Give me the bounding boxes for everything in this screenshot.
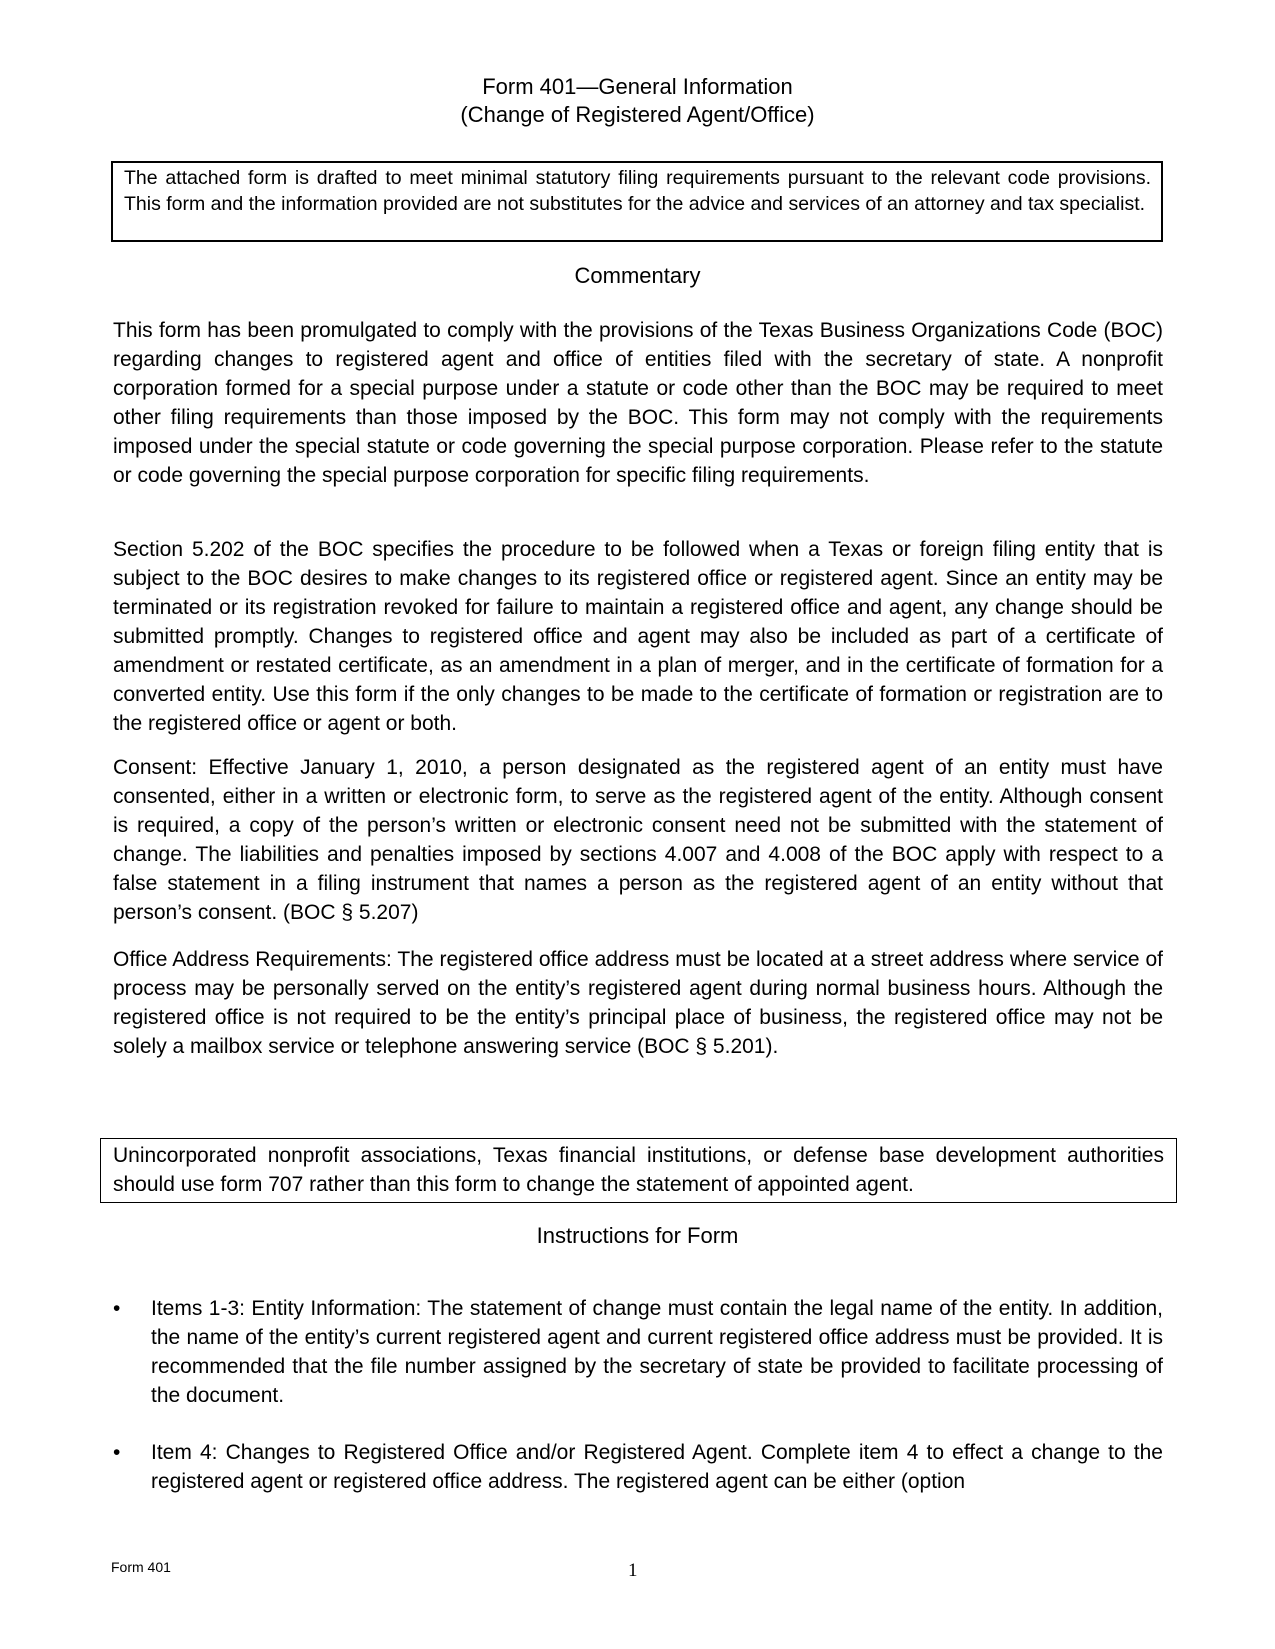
commentary-paragraph-1: This form has been promulgated to comply with the provisions of the Texas Business Organizations Code (BOC) regarding changes to registered agent and office of entities filed with the secretary of state. A nonprofit corporation formed for a special purpose under a statute or code other than the BOC may be required to meet other filing requirements than those imposed by the BOC. This form may not comply with the requirements imposed under the special statute or code governing the special purpose corporation. Please refer to the statute or code governing the special purpose corporation for specific filing requirements. <box>113 319 1163 487</box>
form-707-note-box: Unincorporated nonprofit associations, Texas financial institutions, or defense base development authorities should use form 707 rather than this form to change the statement of appointed agent. <box>100 1138 1177 1203</box>
bullet-icon: • <box>113 1441 121 1464</box>
instruction-item-text: Items 1-3: Entity Information: The statement of change must contain the legal name of the entity. In addition, the name of the entity’s current registered agent and current registered office address must be provided. It is recommended that the file number assigned by the secretary of state be provided to facilitate processing of the document. <box>151 1297 1163 1407</box>
instructions-heading: Instructions for Form <box>536 1223 739 1248</box>
page-title <box>0 73 1275 129</box>
office-address-paragraph: Office Address Requirements: The registered office address must be located at a street address where service of process may be personally served on the entity’s registered agent during normal business hours. Although the registered office is not required to be the entity’s principal place of business, the registered office may not be solely a mailbox service or telephone answering service (BOC § 5.201). <box>113 948 1163 1058</box>
instruction-item-text: Item 4: Changes to Registered Office and/or Registered Agent. Complete item 4 to effect a change to the registered agent or registered office address. The registered agent can be either (option <box>151 1441 1163 1493</box>
consent-paragraph: Consent: Effective January 1, 2010, a person designated as the registered agent of an entity must have consented, either in a written or electronic form, to serve as the registered agent of the entity. Although consent is required, a copy of the person’s written or electronic consent need not be submitted with the statement of change. The liabilities and penalties imposed by sections 4.007 and 4.008 of the BOC apply with respect to a false statement in a filing instrument that names a person as the registered agent of an entity without that person’s consent. (BOC § 5.207) <box>113 756 1163 924</box>
footer-page-number: 1 <box>628 1560 638 1581</box>
commentary-paragraph-2: Section 5.202 of the BOC specifies the procedure to be followed when a Texas or foreign filing entity that is subject to the BOC desires to make changes to its registered office or registered agent. Since an entity may be terminated or its registration revoked for failure to maintain a registered office and agent, any change should be submitted promptly. Changes to registered office and agent may also be included as part of a certificate of amendment or restated certificate, as an amendment in a plan of merger, and in the certificate of formation for a converted entity. Use this form if the only changes to be made to the certificate of formation or registration are to the registered office or agent or both. <box>113 538 1163 735</box>
footer-form-label: Form 401 <box>111 1559 171 1575</box>
bullet-icon: • <box>113 1297 121 1320</box>
title-line-2: (Change of Registered Agent/Office) <box>460 102 815 127</box>
title-line-1: Form 401—General Information <box>482 74 793 99</box>
commentary-heading: Commentary <box>574 263 701 288</box>
disclaimer-box: The attached form is drafted to meet minimal statutory filing requirements pursuant to the relevant code provisions. This form and the information provided are not substitutes for the advice and services of an attorney and tax specialist. <box>111 161 1163 242</box>
